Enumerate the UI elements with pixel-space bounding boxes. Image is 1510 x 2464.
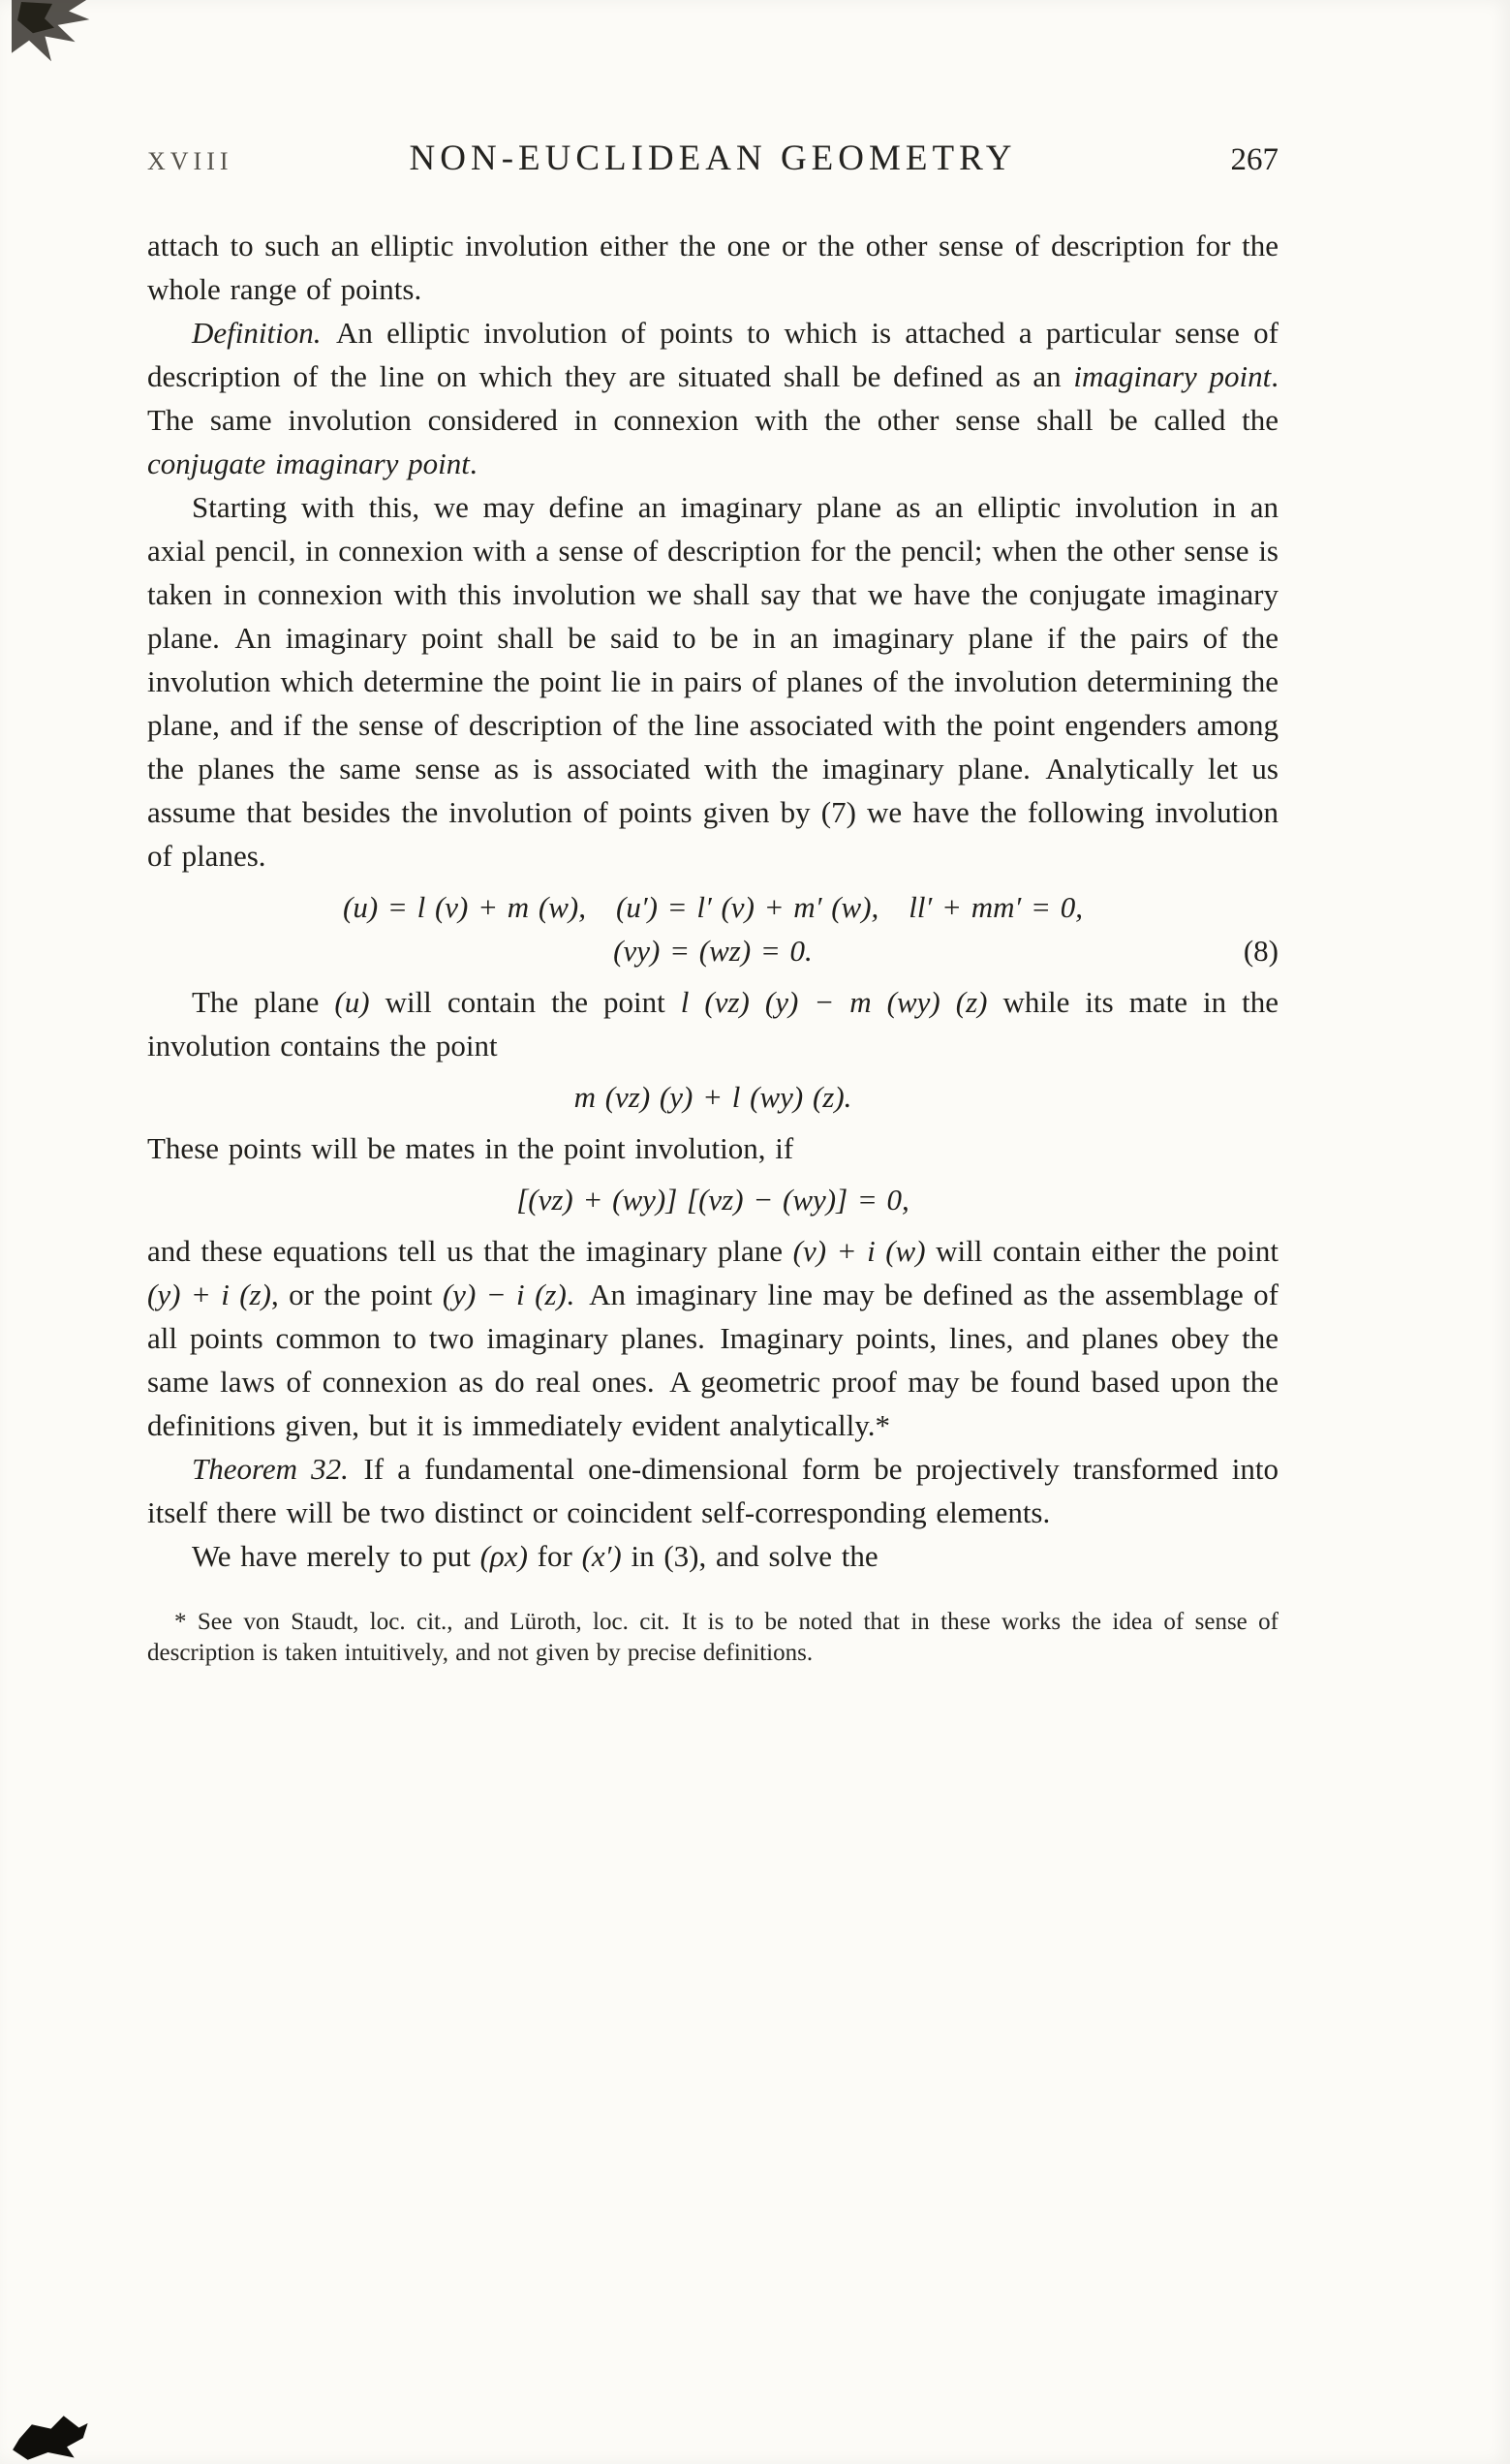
italic-text-run: (y) − i (z) [442, 1278, 567, 1311]
paragraph [147, 311, 1279, 485]
chapter-number: XVIII [147, 147, 233, 175]
text-run: If a fundamental one-dimensional form be projectively transformed into itself there will be two distinct or coincident self-corresponding elements. [147, 1452, 1279, 1529]
italic-text-run: (u) [334, 985, 370, 1019]
ink-smudge-bottom-left [10, 2412, 91, 2464]
text-run: . The same involution considered in connexion with the other sense shall be called the [147, 359, 1279, 437]
text-run: in (3), and solve the [621, 1539, 878, 1573]
text-run: Starting with this, we may define an imaginary plane as an elliptic involution in an axial pencil, in connexion with a sense of description for the pencil; when the other sense is taken in connexion with this involution we shall say that we have the conjugate imaginary plane. An imaginary point shall be said to be in an imaginary plane if the pairs of the involution which determine the point lie in pairs of planes of the involution determining the plane, and if the sense of description of the line associated with the point engenders among the planes the same sense as is associated with the imaginary plane. Analytically let us assume that besides the involution of points given by (7) we have the following involution of planes. [147, 490, 1279, 873]
italic-text-run: Definition. [192, 316, 322, 350]
text-run: We have merely to put [192, 1539, 480, 1573]
page-body [147, 224, 1279, 1669]
equation [147, 885, 1279, 972]
text-run: The plane [192, 985, 335, 1019]
equation-text: [(vz) + (wy)] [(vz) − (wy)] = 0, [516, 1183, 909, 1217]
text-run: will contain the point [369, 985, 681, 1019]
footnote [147, 1607, 1279, 1669]
text-run: An elliptic involution of points to which is attached a particular sense of description of the line on which they are situated shall be defined as an [147, 316, 1279, 393]
text-run: These points will be mates in the point involution, if [147, 1131, 794, 1165]
text-run: for [527, 1539, 582, 1573]
text-run: will contain either the point [925, 1234, 1279, 1268]
italic-text-run: imaginary point [1073, 359, 1272, 393]
text-column [147, 138, 1279, 1669]
italic-text-run: (v) + i (w) [792, 1234, 926, 1268]
paragraph [147, 224, 1279, 311]
running-header [147, 138, 1279, 179]
text-run: , or the point [270, 1278, 443, 1311]
italic-text-run: (x′) [581, 1539, 622, 1573]
italic-text-run: (ρx) [479, 1539, 528, 1573]
paragraph [147, 485, 1279, 878]
paragraph [147, 1534, 1279, 1578]
italic-text-run: conjugate imaginary point [147, 447, 470, 480]
equation-number: (8) [1243, 934, 1279, 968]
text-run: and these equations tell us that the imaginary plane [147, 1234, 793, 1268]
text-run: . An imaginary line may be defined as the assemblage of all points common to two imaginary planes. Imaginary points, lines, and planes obey the same laws of connexion as do real ones. A geometric proof may be found based upon the definitions given, but it is immediately evident analytically.* [147, 1278, 1279, 1442]
equation [147, 1075, 1279, 1119]
equation [147, 1178, 1279, 1221]
paragraph [147, 1447, 1279, 1534]
text-run: * See von Staudt, loc. cit., and Lüroth, loc. cit. It is to be noted that in these works the idea of sense of description is taken intuitively, and not given by precise definitions. [147, 1609, 1279, 1666]
equation-text: (vy) = (wz) = 0. [613, 934, 813, 968]
paragraph [147, 1126, 1279, 1170]
text-run: . [469, 447, 478, 480]
paragraph [147, 1229, 1279, 1447]
page-number: 267 [1230, 142, 1279, 177]
equation-text: m (vz) (y) + l (wy) (z). [573, 1080, 852, 1114]
equation-text: (u) = l (v) + m (w), (u′) = l′ (v) + m′ (w), ll′ + mm′ = 0, [343, 890, 1083, 924]
italic-text-run: Theorem 32. [192, 1452, 349, 1486]
text-run: attach to such an elliptic involution either the one or the other sense of description for the whole range of points. [147, 229, 1279, 306]
italic-text-run: l (vz) (y) − m (wy) (z) [680, 985, 988, 1019]
italic-text-run: (y) + i (z) [147, 1278, 271, 1311]
page-title: NON-EUCLIDEAN GEOMETRY [409, 139, 1017, 178]
paragraph [147, 980, 1279, 1067]
text-run: while its mate in the involution contains the point [147, 985, 1279, 1063]
